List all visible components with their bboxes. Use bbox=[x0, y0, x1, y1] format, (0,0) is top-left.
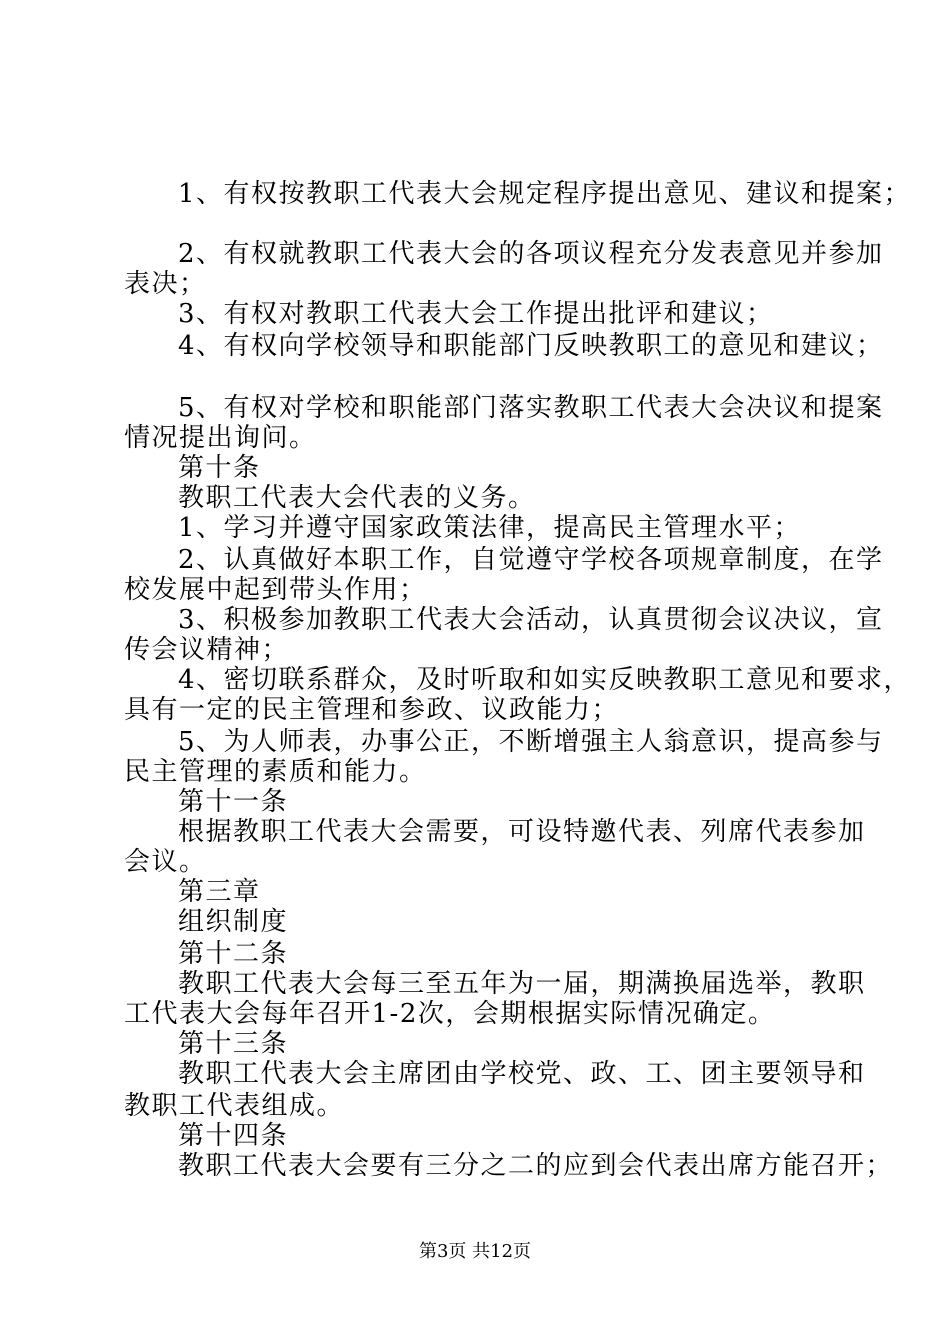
text-line: 2、认真做好本职工作，自觉遵守学校各项规章制度，在学 bbox=[178, 545, 884, 575]
text-line: 2、有权就教职工代表大会的各项议程充分发表意见并参加 bbox=[178, 239, 884, 269]
text-line: 4、有权向学校领导和职能部门反映教职工的意见和建议； bbox=[178, 331, 884, 361]
chapter-heading: 第三章 bbox=[178, 877, 261, 907]
text-line: 5、为人师表，办事公正，不断增强主人翁意识，提高参与 bbox=[178, 727, 884, 757]
text-line: 4、密切联系群众，及时听取和如实反映教职工意见和要求， bbox=[178, 665, 912, 695]
text-line: 3、积极参加教职工代表大会活动，认真贯彻会议决议，宣 bbox=[178, 605, 884, 635]
text-line: 具有一定的民主管理和参政、议政能力； bbox=[124, 695, 620, 725]
text-line: 传会议精神； bbox=[124, 635, 290, 665]
section-heading: 第十四条 bbox=[178, 1121, 289, 1151]
text-line: 5、有权对学校和职能部门落实教职工代表大会决议和提案 bbox=[178, 393, 884, 423]
text-line: 教职工代表大会每三至五年为一届，期满换届选举，教职 bbox=[178, 969, 866, 999]
section-heading: 第十三条 bbox=[178, 1029, 289, 1059]
section-heading: 第十二条 bbox=[178, 939, 289, 969]
text-line: 工代表大会每年召开1-2次，会期根据实际情况确定。 bbox=[124, 999, 776, 1029]
section-heading: 第十一条 bbox=[178, 787, 289, 817]
text-line: 教职工代表大会代表的义务。 bbox=[178, 483, 536, 513]
text-line: 校发展中起到带头作用； bbox=[124, 575, 427, 605]
page-footer: 第3页 共12页 bbox=[418, 1241, 532, 1262]
text-line: 教职工代表大会主席团由学校党、政、工、团主要领导和 bbox=[178, 1059, 866, 1089]
text-line: 教职工代表大会要有三分之二的应到会代表出席方能召开； bbox=[178, 1151, 894, 1181]
text-line: 教职工代表组成。 bbox=[124, 1091, 345, 1121]
text-line: 3、有权对教职工代表大会工作提出批评和建议； bbox=[178, 299, 774, 329]
text-line: 民主管理的素质和能力。 bbox=[124, 757, 427, 787]
text-line: 情况提出询问。 bbox=[124, 423, 317, 453]
text-line: 会议。 bbox=[124, 847, 207, 877]
text-line: 1、学习并遵守国家政策法律，提高民主管理水平； bbox=[178, 513, 802, 543]
text-line: 1、有权按教职工代表大会规定程序提出意见、建议和提案； bbox=[178, 179, 912, 209]
section-heading: 第十条 bbox=[178, 453, 261, 483]
chapter-title: 组织制度 bbox=[178, 907, 289, 937]
text-line: 表决； bbox=[124, 269, 207, 299]
text-line: 根据教职工代表大会需要，可设特邀代表、列席代表参加 bbox=[178, 817, 866, 847]
